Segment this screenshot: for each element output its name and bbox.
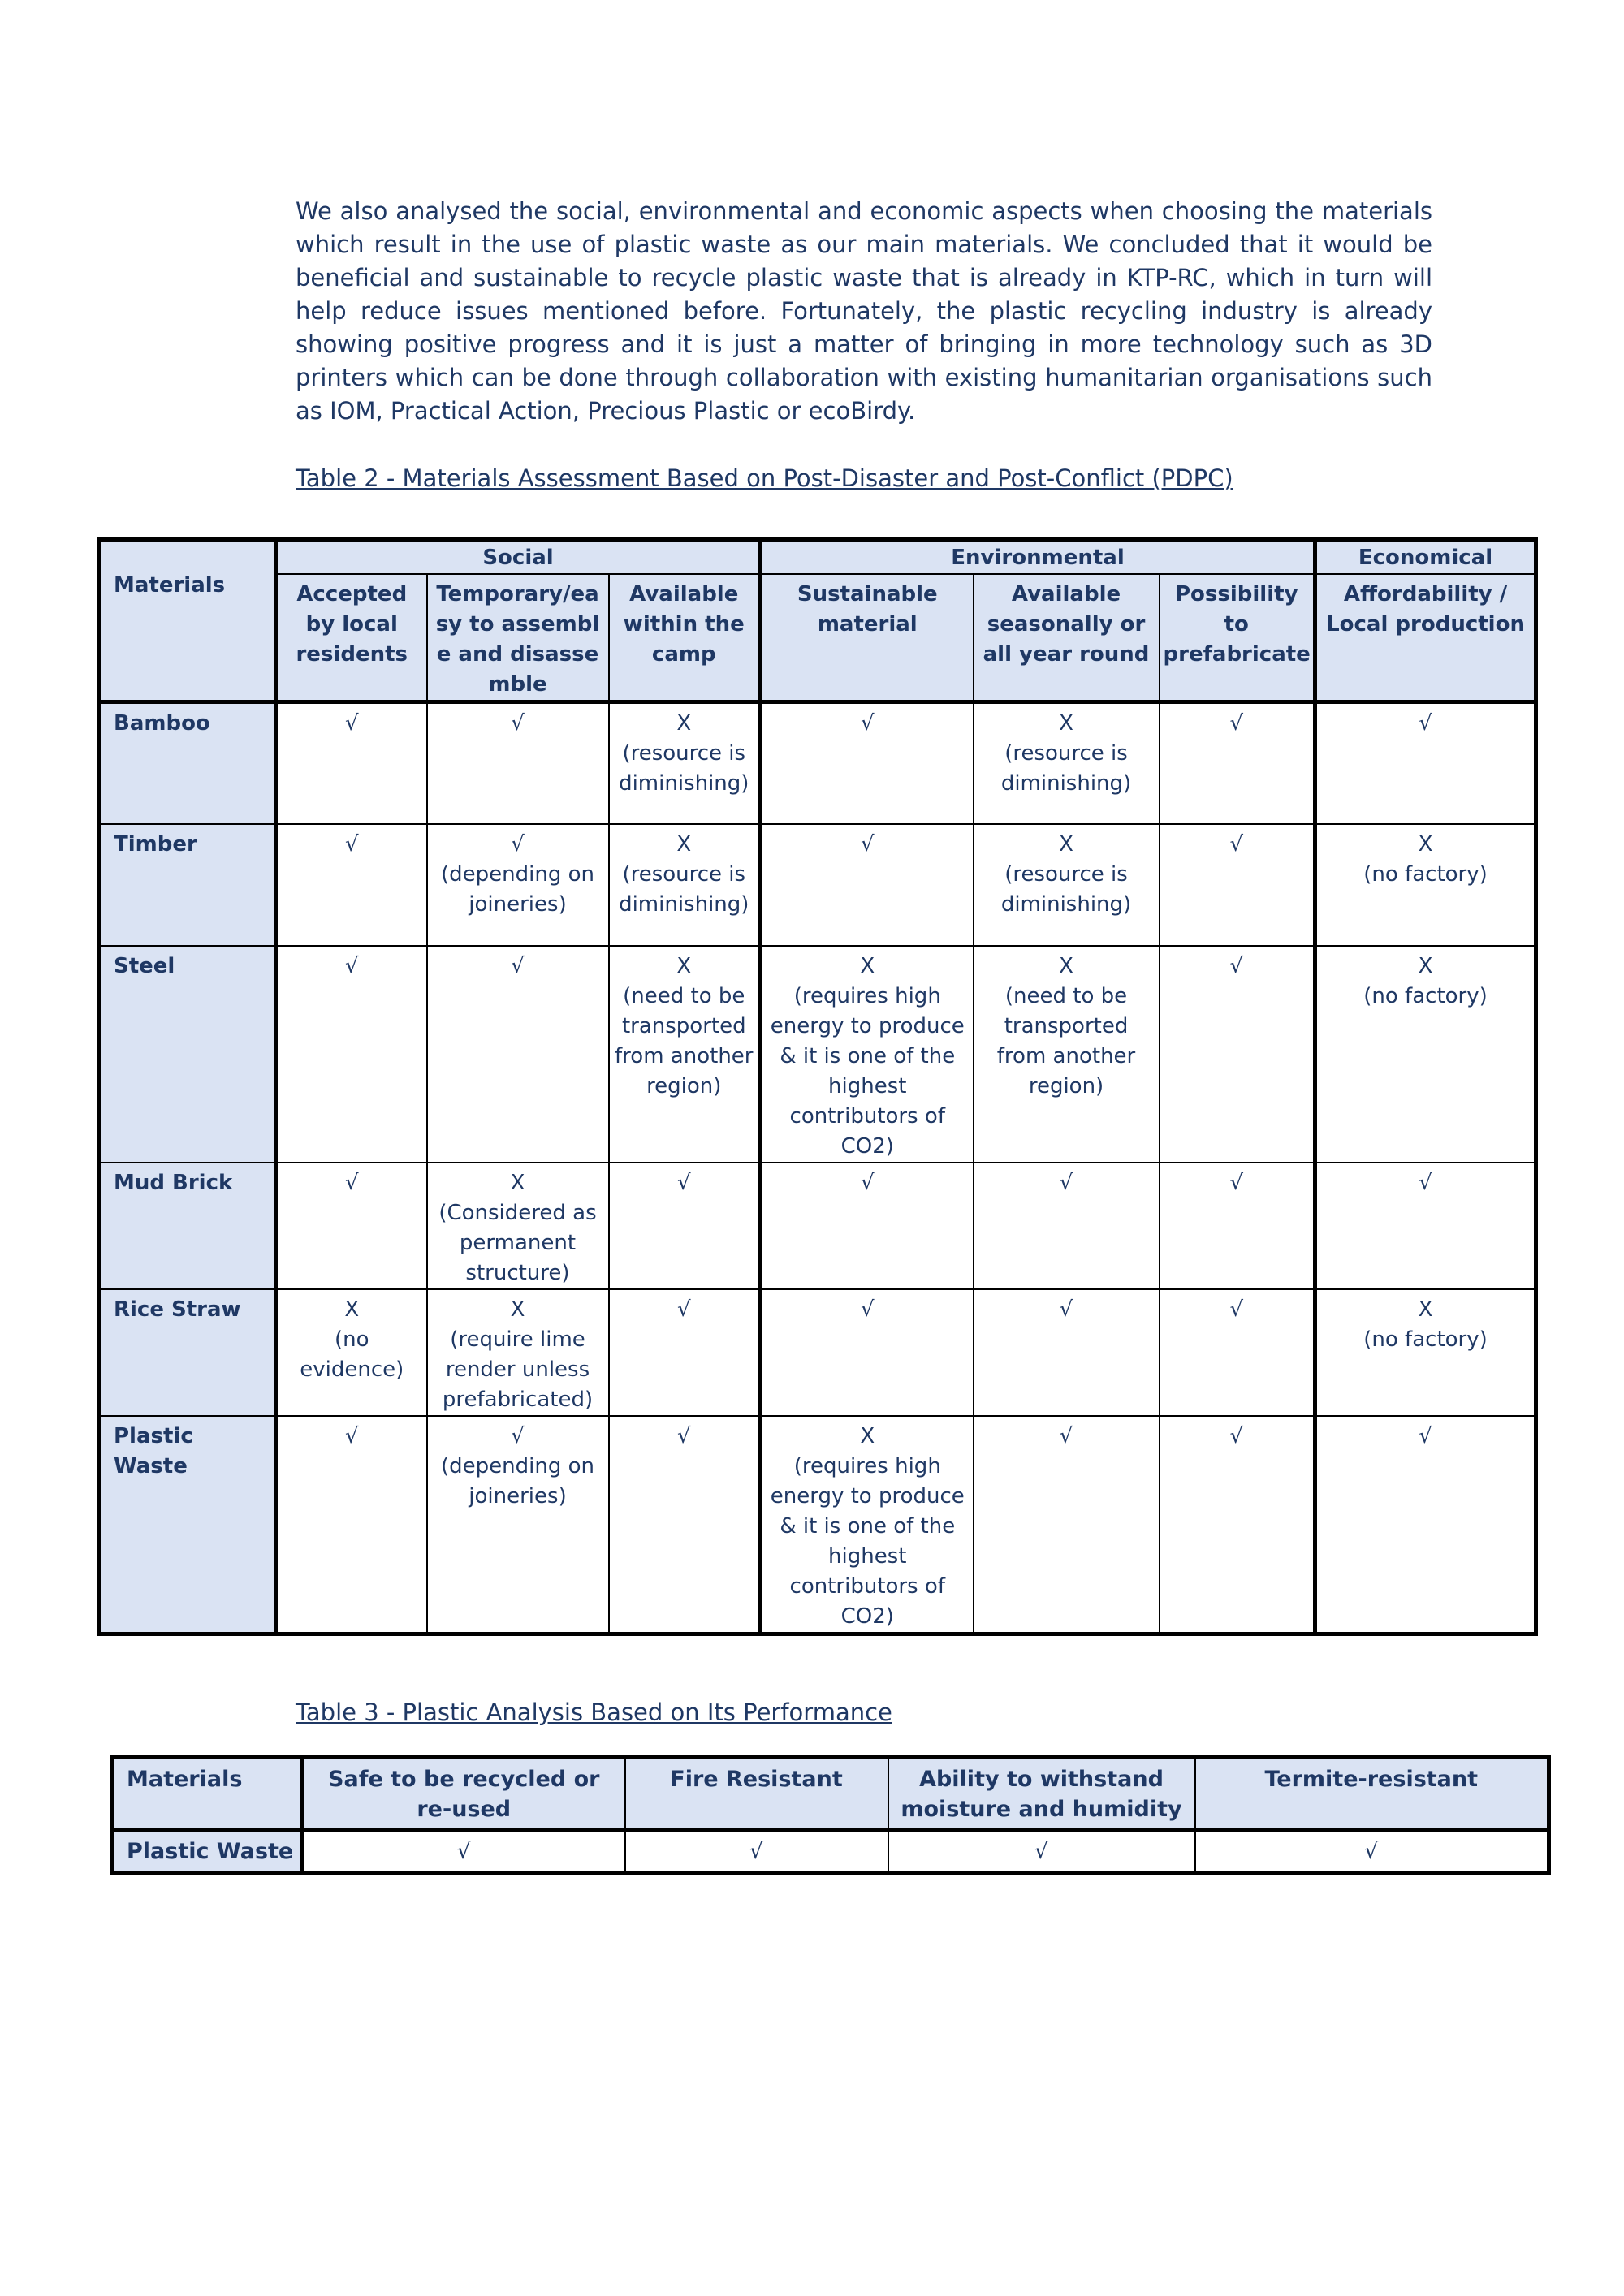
cell-rice-straw-4: √ [974, 1289, 1160, 1416]
cell-mud-brick-3: √ [761, 1163, 974, 1289]
cell-steel-5: √ [1160, 946, 1315, 1163]
cell-plastic-waste-3: X (requires high energy to produce & it is one of the highest contributors of CO2) [761, 1416, 974, 1634]
col-sustainable: Sustainable material [761, 574, 974, 702]
cell-bamboo-3: √ [761, 702, 974, 824]
cell-steel-4: X (need to be transported from another region) [974, 946, 1160, 1163]
cell-timber-5: √ [1160, 824, 1315, 946]
t3-materials-header: Materials [112, 1758, 302, 1831]
cell-mud-brick-1: X (Considered as permanent structure) [427, 1163, 609, 1289]
cell-plastic-waste-4: √ [974, 1416, 1160, 1634]
t3-cell-1: √ [625, 1831, 888, 1873]
cell-timber-3: √ [761, 824, 974, 946]
t3-cell-3: √ [1195, 1831, 1549, 1873]
t3-cell-2: √ [888, 1831, 1195, 1873]
cell-rice-straw-0: X (no evidence) [276, 1289, 427, 1416]
cell-plastic-waste-1: √ (depending on joineries) [427, 1416, 609, 1634]
material-mud-brick: Mud Brick [99, 1163, 276, 1289]
cell-steel-0: √ [276, 946, 427, 1163]
table-row [99, 702, 1536, 824]
material-plastic-waste: Plastic Waste [112, 1831, 302, 1873]
cell-rice-straw-5: √ [1160, 1289, 1315, 1416]
table-row [99, 946, 1536, 1163]
cell-rice-straw-6: X (no factory) [1315, 1289, 1536, 1416]
cell-timber-2: X (resource is diminishing) [609, 824, 761, 946]
cell-plastic-waste-2: √ [609, 1416, 761, 1634]
col-available-season: Available seasonally or all year round [974, 574, 1160, 702]
cell-bamboo-0: √ [276, 702, 427, 824]
cell-mud-brick-4: √ [974, 1163, 1160, 1289]
cell-timber-6: X (no factory) [1315, 824, 1536, 946]
table3-caption: Table 3 - Plastic Analysis Based on Its Performance [296, 1698, 892, 1726]
cell-plastic-waste-5: √ [1160, 1416, 1315, 1634]
col-available-camp: Available within the camp [609, 574, 761, 702]
cell-steel-6: X (no factory) [1315, 946, 1536, 1163]
material-bamboo: Bamboo [99, 702, 276, 824]
t3-cell-0: √ [302, 1831, 625, 1873]
material-steel: Steel [99, 946, 276, 1163]
t3-col-fire: Fire Resistant [625, 1758, 888, 1831]
group-economical: Economical [1315, 540, 1536, 575]
table-row [99, 1289, 1536, 1416]
cell-steel-2: X (need to be transported from another region) [609, 946, 761, 1163]
cell-mud-brick-5: √ [1160, 1163, 1315, 1289]
cell-plastic-waste-6: √ [1315, 1416, 1536, 1634]
cell-steel-1: √ [427, 946, 609, 1163]
col-prefabricate: Possibility to prefabricate [1160, 574, 1315, 702]
t3-col-moisture: Ability to withstand moisture and humidity [888, 1758, 1195, 1831]
cell-rice-straw-3: √ [761, 1289, 974, 1416]
cell-mud-brick-0: √ [276, 1163, 427, 1289]
cell-mud-brick-2: √ [609, 1163, 761, 1289]
t3-col-safe: Safe to be recycled or re-used [302, 1758, 625, 1831]
cell-mud-brick-6: √ [1315, 1163, 1536, 1289]
cell-bamboo-5: √ [1160, 702, 1315, 824]
cell-rice-straw-2: √ [609, 1289, 761, 1416]
col-accepted: Accepted by local residents [276, 574, 427, 702]
cell-plastic-waste-0: √ [276, 1416, 427, 1634]
t3-col-termite: Termite-resistant [1195, 1758, 1549, 1831]
col-temporary: Temporary/easy to assemble and disassemble [427, 574, 609, 702]
material-plastic-waste: Plastic Waste [99, 1416, 276, 1634]
table-row [99, 1416, 1536, 1634]
material-timber: Timber [99, 824, 276, 946]
cell-timber-1: √ (depending on joineries) [427, 824, 609, 946]
table-row [112, 1831, 1549, 1873]
cell-rice-straw-1: X (require lime render unless prefabricated) [427, 1289, 609, 1416]
cell-steel-3: X (requires high energy to produce & it is one of the highest contributors of CO2) [761, 946, 974, 1163]
intro-paragraph: We also analysed the social, environmental and economic aspects when choosing the materials which result in the use of plastic waste as our main materials. We concluded that it would be beneficial and sustainable to recycle plastic waste that is already in KTP-RC, which in turn will help reduce issues mentioned before. Fortunately, the plastic recycling industry is already showing positive progress and it is just a matter of bringing in more technology such as 3D printers which can be done through collaboration with existing humanitarian organisations such as IOM, Practical Action, Precious Plastic or ecoBirdy. [296, 197, 1432, 425]
cell-timber-4: X (resource is diminishing) [974, 824, 1160, 946]
group-environmental: Environmental [761, 540, 1315, 575]
cell-bamboo-4: X (resource is diminishing) [974, 702, 1160, 824]
cell-timber-0: √ [276, 824, 427, 946]
cell-bamboo-1: √ [427, 702, 609, 824]
plastic-analysis-table [110, 1755, 1551, 1875]
cell-bamboo-6: √ [1315, 702, 1536, 824]
materials-header: Materials [99, 540, 276, 702]
table-row [99, 1163, 1536, 1289]
col-affordability: Affordability / Local production [1315, 574, 1536, 702]
table2-caption: Table 2 - Materials Assessment Based on Post-Disaster and Post-Conflict (PDPC) [296, 464, 1233, 492]
materials-assessment-table [97, 537, 1538, 1636]
cell-bamboo-2: X (resource is diminishing) [609, 702, 761, 824]
table-row [99, 824, 1536, 946]
material-rice-straw: Rice Straw [99, 1289, 276, 1416]
group-social: Social [276, 540, 761, 575]
